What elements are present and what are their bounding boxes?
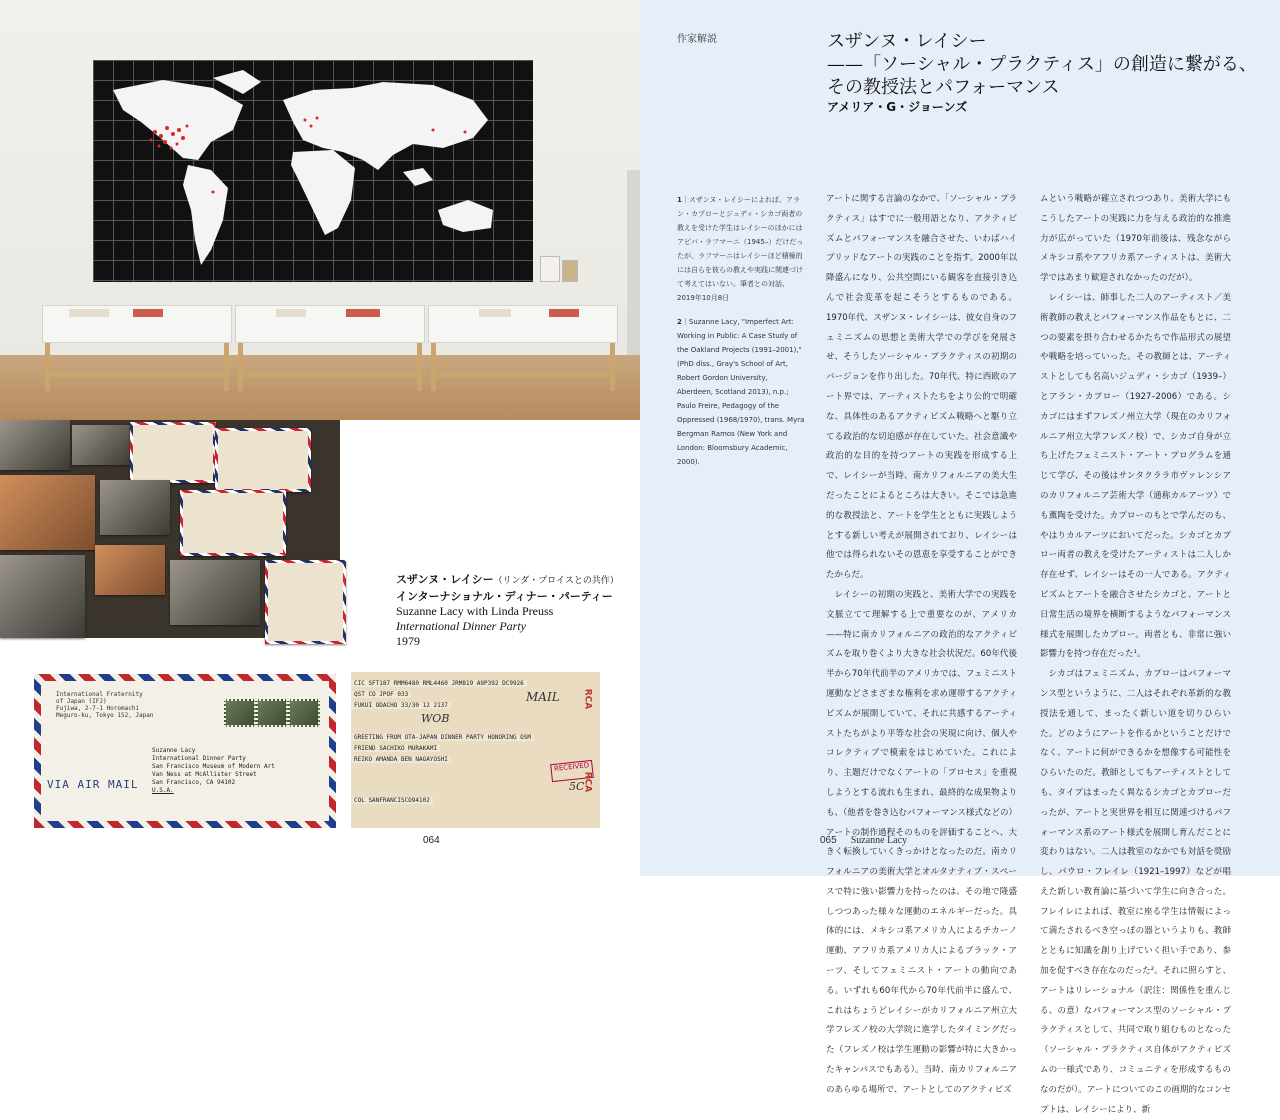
caption-title-jp: インターナショナル・ディナー・パーティー xyxy=(396,590,613,603)
running-footer-name: Suzanne Lacy xyxy=(850,835,908,846)
caption-title-en: International Dinner Party xyxy=(396,619,526,633)
telegram-line: REIKO AMANDA BEN NAGAYOSHI xyxy=(351,756,451,763)
display-case-1 xyxy=(42,305,232,343)
display-case-3 xyxy=(428,305,618,343)
caption-artists-en: Suzanne Lacy with Linda Preuss xyxy=(396,604,554,618)
envelope-recipient: Suzanne Lacy International Dinner Party San Francisco Museum of Modern Art Van Ness at McAllister Street San Francisco, CA 94102 U.S.A. xyxy=(152,747,275,794)
article-author: アメリア・G・ジョーンズ xyxy=(827,100,968,114)
caption-collab-jp: （リンダ・プロイスとの共作） xyxy=(493,576,619,586)
collage-photo xyxy=(170,560,260,625)
caption-artist-jp: スザンヌ・レイシー xyxy=(396,573,494,586)
collage-envelope xyxy=(180,490,286,556)
footnotes xyxy=(677,193,805,479)
world-map-artwork xyxy=(93,60,533,282)
rca-logo: RCA xyxy=(582,771,593,793)
airmail-envelope-image xyxy=(34,674,336,828)
collage-photo xyxy=(100,480,170,535)
handwritten-wob: WOB xyxy=(421,712,450,725)
gallery-installation-photo xyxy=(0,0,640,420)
telegram-line: QST CO JPOF 033 xyxy=(351,691,411,698)
collage-envelope xyxy=(265,560,346,644)
telegram-line: COL SANFRANCISCO94102 xyxy=(351,797,433,804)
body-paragraph: ムという戦略が確立されつつあり、美術大学にもこうしたアートの実践に力を与える政治的な推進力が広がっていた（1970年前後は、残念ながらメキシコ系やアフリカ系アーティストは、美術大学ではあまり歓迎されなかったのだが）。 xyxy=(1040,194,1231,284)
telegram-image xyxy=(351,672,600,828)
envelope-sender: International Fraternity of Japan (IFJ) Fujiwa, 2-7-1 Horomachi Meguro-ku, Tokyo 152, Japan xyxy=(56,691,154,719)
telegram-line: FRIEND SACHIKO MURAKAMI xyxy=(351,745,440,752)
wall-label-2 xyxy=(562,260,578,282)
telegram-line: CIC SFT187 RMM6480 RML4460 JRM819 A9P392 DC9926 xyxy=(351,680,527,687)
via-air-mail-label: VIA AIR MAIL xyxy=(47,778,139,791)
received-stamp: RECEIVED xyxy=(550,760,594,782)
display-table-3 xyxy=(431,343,615,391)
right-page xyxy=(640,0,1280,1115)
display-case-2 xyxy=(235,305,425,343)
collage-photo xyxy=(0,555,85,638)
collage-photo xyxy=(72,425,130,465)
world-map-shapes xyxy=(93,60,533,282)
handwritten-number: 5C xyxy=(569,780,585,793)
rca-logo: RCA xyxy=(582,688,593,710)
section-tag: 作家解説 xyxy=(677,34,717,45)
body-paragraph: レイシーは、師事した二人のアーティスト／美術教師の教えとパフォーマンス作品をもとに、二つの要素を摂り合わせるかたちで作品形式の展望や戦略を培っていった。その教師とは、アーティストとしても名高いジュディ・シカゴ（1939–）とアラン・カプロー（1927–2006）である。シカゴにはまずフレズノ州立大学（現在のカリフォルニア州立大学フレズノ校）で、シカゴ自身が立ち上げたフェミニスト・アート・プログラムを通じて学び、その後はサンタクララ市ヴァレンシアのカリフォルニア芸術大学（通称カルアーツ）でも薫陶を受けた。カプローのもとで学んだのも、やはりカルアーツにおいてだった。シカゴとカプロー両者の教えを受けたアーティストは二人しか存在せず、レイシーはその一人である。アクティビズムとアートを融合させたシカゴと、アートと日常生活の境界を横断するようなパフォーマンス様式を展開したカプロー。両者とも、非常に強い影響力を持つ存在だった¹。 xyxy=(1040,292,1231,660)
telegram-line: FUKUI ODACHO 33/30 12 2137 xyxy=(351,702,451,709)
collage-caption xyxy=(396,572,636,649)
postage-stamp xyxy=(256,699,288,727)
article-title: スザンヌ・レイシー ——「ソーシャル・プラクティス」の創造に繋がる、 その教授法とパフォーマンス xyxy=(827,31,1257,98)
collage-photo xyxy=(0,420,70,470)
page-footer-right xyxy=(820,835,907,846)
handwritten-mail: MAIL xyxy=(526,690,560,704)
page-number-right: 065 xyxy=(820,835,837,846)
body-paragraph: アートに関する言論のなかで、「ソーシャル・プラクティス」はすでに一般用語となり、アクティビズムとパフォーマンスを融合させた、いわばハイブリッドなアートの実践のことを指す。2000年以降盛んになり、公共空間にいる観客を直接引き込んで社会変革を起こそうとするものである。1970年代、スザンヌ・レイシーは、彼女自身のフェミニズムの思想と美術大学での学びを発展させ、そうしたソーシャル・プラクティスの初期のバージョンを作り出した。70年代、特に西欧のアート界では、アーティストたちをより公的で明確な、具体性のあるアクティビズム戦略へと駆り立てる政治的な切迫感が存在していた。社会意識や政治的な目的を持つアートの実践を形成する上で、レイシーが当時、南カリフォルニアの美大生だったことによるところは大きい。そこでは急進的な教授法と、アートを学生とともに実践しようとする新しい考えが展開されており、レイシーは他では得られないその恩恵を享受することができたからだ。 xyxy=(826,194,1017,581)
footnote-2: 2｜Suzanne Lacy, "Imperfect Art: Working in Public: A Case Study of the Oakland Projects (1991–2001)," (PhD diss., Gray's School of Art, Robert Gordon University, Aberdeen, Scotland 2013), n.p.; Paulo Freire, Pedagogy of the Oppressed (1968/1970), trans. Myra Bergman Ramos (New York and London: Bloomsbury Academic, 2000). xyxy=(677,318,805,466)
page-number-left: 064 xyxy=(423,835,440,846)
gallery-wall-edge xyxy=(627,170,640,355)
collage-envelope xyxy=(130,422,216,483)
body-paragraph: レイシーの初期の実践と、美術大学での実践を文脈立てて理解する上で重要なのが、アメリカ——特に南カリフォルニアの政治的なアクティビズムを取り巻くより大きな社会状況だ。60年代後半から70年代前半のアメリカでは、フェミニスト運動などさまざまな権利を求め運帯するアクティビズムが展開していて、それに共感するアーティストたちがより平等な社会の実現に向け、個人やコレクティブで模索をはじめていた。これにより、主題だけでなくアートの「プロセス」を重視しようとする流れも生まれ、最終的な成果物よりも、（他者を巻き込むパフォーマンス様式などの）アートの制作過程そのものを評価することへ、大きく転換していくきっかけとなったのだ。南カリフォルニアの美術大学とオルタナティブ・スペースで特に強い影響力を持ったのは、その地で隆盛しつつあった様々な運動のエネルギーだった。具体的には、メキシコ系アメリカ人によるチカーノ運動、アフリカ系アメリカ人によるブラック・アーツ、そしてフェミニスト・アートの動向である。いずれも60年代から70年代前半に盛んで、これはちょうどレイシーがカリフォルニア州立大学フレズノ校の大学院に進学したタイミングだった（フレズノ校は学生運動の影響が特に大きかったキャンパスでもある）。当時、南カリフォルニアのあらゆる場所で、アートとしてのアクティビズ xyxy=(826,589,1017,1095)
postage-stamp xyxy=(288,699,320,727)
collage-photo xyxy=(95,545,165,595)
display-table-2 xyxy=(238,343,422,391)
collage-envelope xyxy=(215,428,311,492)
body-column-2 xyxy=(1040,190,1231,1115)
footnote-1: 1｜スザンヌ・レイシーによれば、アラン・カプローとジュディ・シカゴ両者の教えを受けた学生はレイシーのほかにはアビバ・ラフマーニ（1945–）だけだったが、ラフマーニはレイシーほど積極的には自らを彼らの教えや実践に関連づけて考えてはいない。筆者との対話、2019年10月8日 xyxy=(677,196,804,302)
display-table-1 xyxy=(45,343,229,391)
body-paragraph: シカゴはフェミニズム、カプローはパフォーマンス型というように、二人はそれぞれ革新的な教授法を通して、まったく新しい道を切りひらいた。どのようにアートを作るかということだけでなく、アートに何ができるかを想像する可能性をひらいたのだ。教師としてもアーティストとしても、タイプはまったく異なるシカゴとカプローだったが、アートと実世界を相互に関連づけるパフォーマンス系のアート様式を展開し育んだことに変わりはない。二人は教室のなかでも対話を奨励し、パウロ・フレイレ（1921–1997）などが唱えた新しい教育論に基づいて学生に向き合った。フレイレによれば、教室に座る学生は情報によって満たされるべき空っぽの器というよりも、教師とともに知識を創り上げていく担い手であり、参加を促すべき存在なのだった²。それに照らすと、アートはリレーショナル（訳注：関係性を重んじる、の意）なパフォーマンス型のソーシャル・プラクティスとして、共同で取り組むものとなった（ソーシャル・プラクティス自体がアクティビズムの一様式であり、コミュニティを形成するものなのだが）。アートについてのこの画期的なコンセプトは、レイシーにより、新 xyxy=(1040,669,1231,1115)
caption-year: 1979 xyxy=(396,634,420,648)
postage-stamp xyxy=(224,699,256,727)
left-page xyxy=(0,0,640,876)
collage-photo xyxy=(0,475,95,550)
wall-label-1 xyxy=(540,256,560,282)
archive-collage-photo xyxy=(0,420,340,638)
telegram-line: GREETING FROM OTA-JAPAN DINNER PARTY HONORING OSM xyxy=(351,734,534,741)
